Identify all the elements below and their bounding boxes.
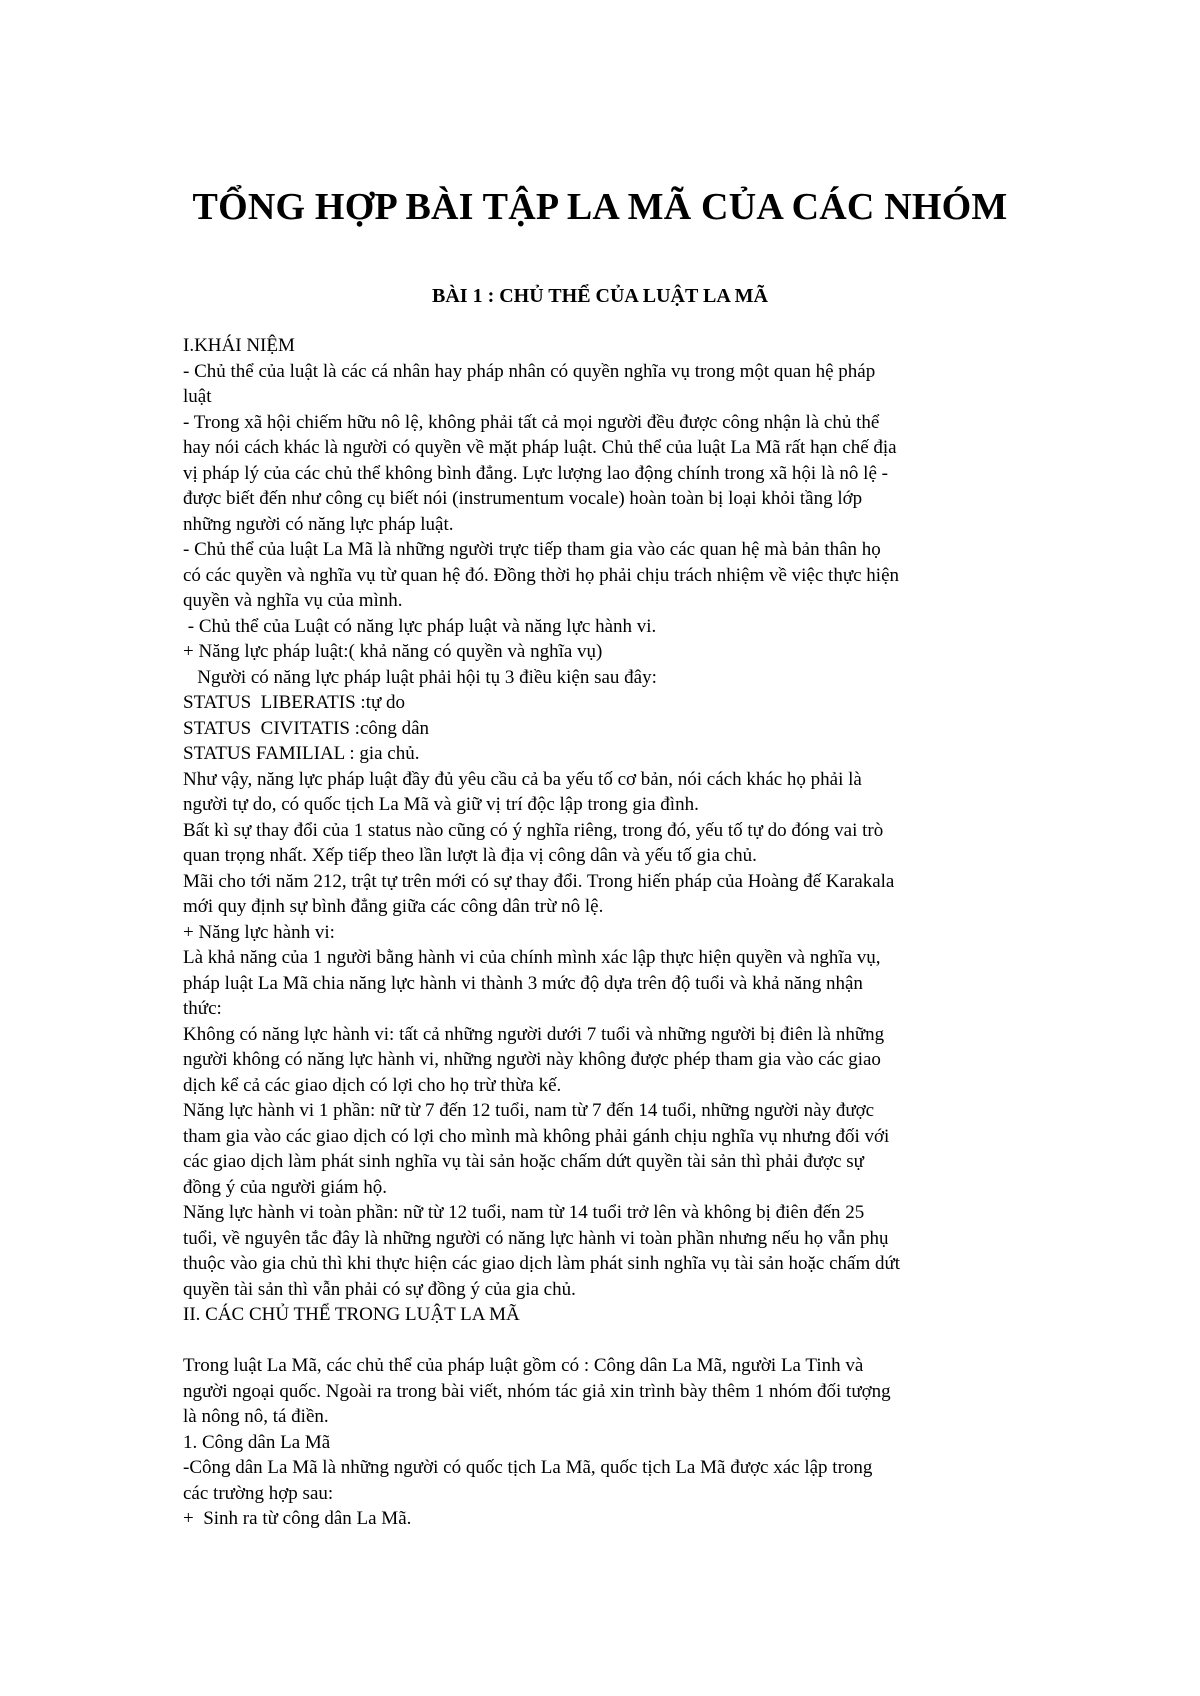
body-line: đồng ý của người giám hộ. [183, 1176, 387, 1198]
document-title: TỔNG HỢP BÀI TẬP LA MÃ CỦA CÁC NHÓM [192, 186, 1008, 228]
body-line: tuổi, về nguyên tắc đây là những người có năng lực hành vi toàn phần nhưng nếu họ vẫn phụ [183, 1227, 889, 1249]
body-line: các trường hợp sau: [183, 1482, 334, 1504]
body-line: có các quyền và nghĩa vụ từ quan hệ đó. Đồng thời họ phải chịu trách nhiệm về việc thực hiện [183, 564, 900, 586]
body-line: Như vậy, năng lực pháp luật đầy đủ yêu cầu cả ba yếu tố cơ bản, nói cách khác họ phải là [183, 768, 862, 790]
body-line: Mãi cho tới năm 212, trật tự trên mới có sự thay đổi. Trong hiến pháp của Hoàng đế Karakala [183, 870, 895, 892]
body-line: + Năng lực pháp luật:( khả năng có quyền và nghĩa vụ) [183, 641, 603, 662]
body-line: II. CÁC CHỦ THỂ TRONG LUẬT LA MÃ [183, 1304, 520, 1325]
body-line: các giao dịch làm phát sinh nghĩa vụ tài sản hoặc chấm dứt quyền tài sản thì phải được sự [183, 1151, 864, 1172]
body-line: STATUS FAMILIAL : gia chủ. [183, 743, 420, 764]
body-line: Năng lực hành vi toàn phần: nữ từ 12 tuổi, nam từ 14 tuổi trở lên và không bị điên đến 25 [183, 1202, 865, 1223]
body-line: pháp luật La Mã chia năng lực hành vi thành 3 mức độ dựa trên độ tuổi và khả năng nhận [183, 972, 863, 994]
body-line: người không có năng lực hành vi, những người này không được phép tham gia vào các giao [183, 1049, 881, 1070]
body-line: Trong luật La Mã, các chủ thể của pháp luật gồm có : Công dân La Mã, người La Tinh và [183, 1355, 864, 1376]
body-line: những người có năng lực pháp luật. [183, 513, 454, 535]
body-line: vị pháp lý của các chủ thể không bình đẳng. Lực lượng lao động chính trong xã hội là nô lệ - [183, 462, 888, 484]
body-line: người ngoại quốc. Ngoài ra trong bài viết, nhóm tác giả xin trình bày thêm 1 nhóm đối tượng [183, 1380, 891, 1402]
body-line: STATUS CIVITATIS :công dân [183, 717, 430, 739]
body-line: mới quy định sự bình đẳng giữa các công dân trừ nô lệ. [183, 896, 604, 917]
body-line: Năng lực hành vi 1 phần: nữ từ 7 đến 12 tuổi, nam từ 7 đến 14 tuổi, những người này được [183, 1100, 875, 1121]
body-line: luật [183, 386, 212, 407]
body-line: I.KHÁI NIỆM [183, 335, 295, 356]
body-line: thức: [183, 998, 222, 1019]
body-line: Là khả năng của 1 người bằng hành vi của chính mình xác lập thực hiện quyền và nghĩa vụ, [183, 947, 881, 968]
body-line: quyền tài sản thì vẫn phải có sự đồng ý của gia chủ. [183, 1278, 576, 1300]
body-line: - Chủ thể của luật La Mã là những người trực tiếp tham gia vào các quan hệ mà bản thân họ [183, 539, 881, 560]
body-line: được biết đến như công cụ biết nói (instrumentum vocale) hoàn toàn bị loại khỏi tầng lớp [183, 488, 863, 509]
body-line: 1. Công dân La Mã [183, 1431, 331, 1453]
body-line: dịch kể cả các giao dịch có lợi cho họ trừ thừa kế. [183, 1074, 562, 1096]
body-line: quyền và nghĩa vụ của mình. [183, 590, 403, 611]
document-body [183, 333, 1013, 1532]
body-line: Bất kì sự thay đổi của 1 status nào cũng có ý nghĩa riêng, trong đó, yếu tố tự do đóng vai trò [183, 819, 884, 841]
body-line: STATUS LIBERATIS :tự do [183, 692, 406, 713]
body-line: quan trọng nhất. Xếp tiếp theo lần lượt là địa vị công dân và yếu tố gia chủ. [183, 845, 757, 866]
body-line: - Chủ thể của luật là các cá nhân hay pháp nhân có quyền nghĩa vụ trong một quan hệ pháp [183, 360, 876, 382]
body-line: là nông nô, tá điền. [183, 1406, 329, 1427]
body-line: - Chủ thể của Luật có năng lực pháp luật và năng lực hành vi. [183, 615, 657, 637]
body-line: thuộc vào gia chủ thì khi thực hiện các giao dịch làm phát sinh nghĩa vụ tài sản hoặc chấm dứt [183, 1253, 901, 1274]
lesson-title: BÀI 1 : CHỦ THỂ CỦA LUẬT LA MÃ [432, 285, 768, 307]
body-line: Người có năng lực pháp luật phải hội tụ 3 điều kiện sau đây: [183, 666, 657, 688]
body-line: tham gia vào các giao dịch có lợi cho mình mà không phải gánh chịu nghĩa vụ nhưng đối với [183, 1125, 890, 1147]
body-line: - Trong xã hội chiếm hữu nô lệ, không phải tất cả mọi người đều được công nhận là chủ thể [183, 411, 880, 433]
body-line: Không có năng lực hành vi: tất cả những người dưới 7 tuổi và những người bị điên là những [183, 1023, 885, 1045]
body-line: + Sinh ra từ công dân La Mã. [183, 1508, 412, 1529]
body-line: người tự do, có quốc tịch La Mã và giữ vị trí độc lập trong gia đình. [183, 794, 699, 815]
body-line: hay nói cách khác là người có quyền về mặt pháp luật. Chủ thể của luật La Mã rất hạn chế địa [183, 437, 897, 458]
body-line: + Năng lực hành vi: [183, 921, 335, 943]
body-line: -Công dân La Mã là những người có quốc tịch La Mã, quốc tịch La Mã được xác lập trong [183, 1457, 873, 1478]
blank-line [183, 1328, 1013, 1354]
